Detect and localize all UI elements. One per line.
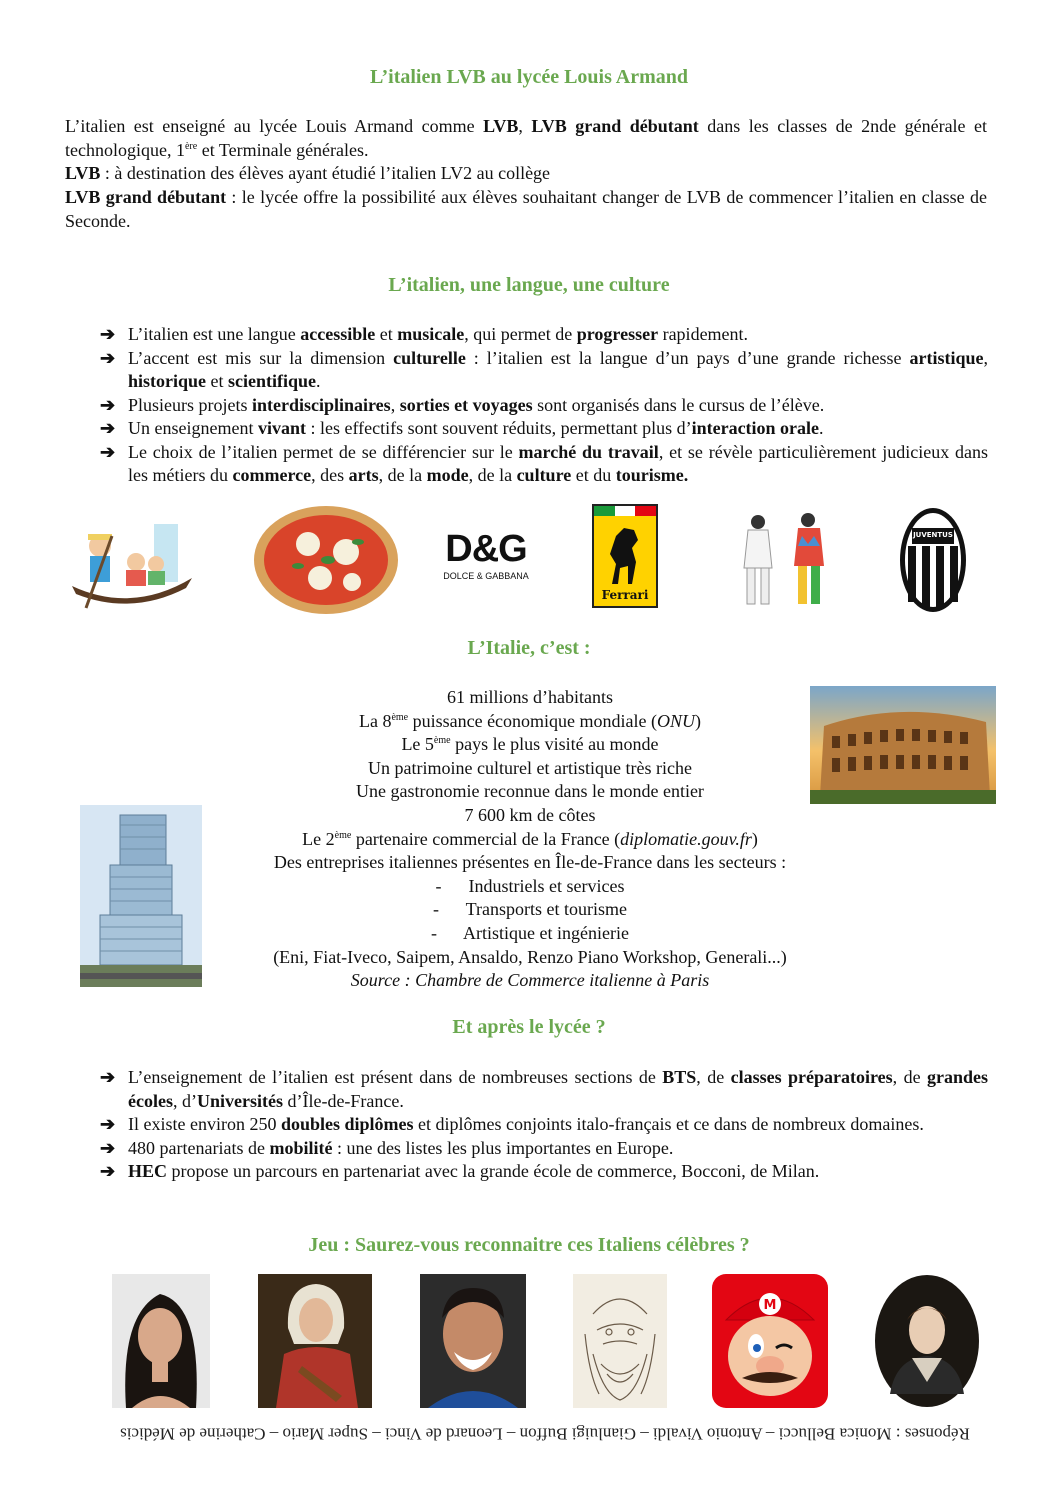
svg-text:M: M [763,1298,777,1313]
arrow-bullet-icon: ➔ [100,347,116,368]
portrait-6 [874,1274,980,1408]
game-answers-upside-down: Réponses : Monica Bellucci – Antonio Vivaldi – Gianluigi Buffon – Leonard de Vinci – Super Mario – Catherine de Médicis [120,1424,970,1444]
arrow-bullet-icon: ➔ [100,441,116,462]
arrow-bullet-icon: ➔ [100,1067,116,1087]
bullet-item: ➔ Un enseignement vivant : les effectifs sont souvent réduits, permettant plus d’interaction orale. [100,417,988,441]
bullet-item: ➔ Plusieurs projets interdisciplinaires, sorties et voyages sont organisés dans le cursus de l’élève. [100,394,988,418]
sector-item: - Industriels et services [435,875,625,896]
sector-item: - Artistique et ingénierie [431,922,629,943]
lvb-grand-debutant-definition: LVB grand débutant : le lycée offre la possibilité aux élèves souhaitant changer de LVB de commencer l’italien en classe de Seconde. [65,187,987,231]
after-highschool-bullet-list [100,1066,988,1184]
section-heading-after-highschool: Et après le lycée ? [452,1016,606,1038]
fact-population: 61 millions d’habitants [447,687,613,707]
fact-coasts: 7 600 km de côtes [464,804,596,825]
bullet-item: ➔ HEC propose un parcours en partenariat avec la grande école de commerce, Bocconi, de Milan. [100,1160,988,1184]
portrait-2 [258,1274,372,1408]
italy-facts-block [215,686,845,993]
arrow-bullet-icon: ➔ [100,1161,116,1181]
fact-companies-intro: Des entreprises italiennes présentes en Île-de-France dans les secteurs : [273,852,787,873]
arrow-bullet-icon: ➔ [100,324,116,344]
bullet-item: ➔ L’italien est une langue accessible et musicale, qui permet de progresser rapidement. [100,323,988,347]
dg-logo-text: D&G [445,528,527,570]
juventus-logo [898,506,968,614]
commedia-dellarte-characters [728,506,838,610]
arrow-bullet-icon: ➔ [100,394,116,415]
ferrari-logo [592,504,658,608]
section-heading-italy-facts: L’Italie, c’est : [467,637,591,659]
juventus-logo-text: JUVENTUS [913,531,953,539]
bullet-item: ➔ Il existe environ 250 doubles diplômes et diplômes conjoints italo-français et ce dans de nombreux domaines. [100,1113,988,1137]
portrait-5 [712,1274,828,1408]
bullet-item: ➔ L’accent est mis sur la dimension culturelle : l’italien est la langue d’un pays d’une grande richesse artistique, historique et scientifique. [100,347,988,391]
bullet-item: ➔ 480 partenariats de mobilité : une des listes les plus importantes en Europe. [100,1137,988,1161]
pizza-image [246,502,406,618]
section-heading-game: Jeu : Saurez-vous reconnaitre ces Italiens célèbres ? [308,1234,750,1256]
arrow-bullet-icon: ➔ [100,418,116,438]
source-note: Source : Chambre de Commerce italienne à Paris [350,970,710,991]
bullet-item: ➔ L’enseignement de l’italien est présent dans de nombreuses sections de BTS, de classes préparatoires, de grandes écoles, d’Universités d’Île-de-France. [100,1067,988,1111]
dolce-gabbana-logo [430,528,542,590]
companies-list: (Eni, Fiat-Iveco, Saipem, Ansaldo, Renzo Piano Workshop, Generali...) [273,946,787,967]
fact-trade-partner: Le 2ème partenaire commercial de la France (diplomatie.gouv.fr) [302,828,758,849]
arrow-bullet-icon: ➔ [100,1137,116,1158]
paris-tribunal-building-photo [80,805,202,987]
portrait-3 [420,1274,526,1408]
fact-heritage: Un patrimoine culturel et artistique très riche [368,757,692,778]
portrait-1 [112,1274,210,1408]
arrow-bullet-icon: ➔ [100,1114,116,1134]
portrait-4 [573,1274,667,1408]
gondola-illustration [66,516,198,614]
fact-tourism: Le 5ème pays le plus visité au monde [401,734,659,755]
sector-item: - Transports et tourisme [432,899,627,920]
page-title: L’italien LVB au lycée Louis Armand [369,66,689,88]
fact-economy: La 8ème puissance économique mondiale (ONU) [358,710,702,731]
lvb-definition: LVB : à destination des élèves ayant étudié l’italien LV2 au collège [65,163,551,183]
section-heading-culture: L’italien, une langue, une culture [388,274,670,296]
bullet-item: ➔ Le choix de l’italien permet de se différencier sur le marché du travail, et se révèle particulièrement judicieux dans les métiers du commerce, des arts, de la mode, de la culture et du tourisme. [100,441,988,485]
dg-logo-subtext: DOLCE & GABBANA [443,571,529,581]
ferrari-logo-text: Ferrari [601,588,649,602]
fact-gastronomy: Une gastronomie reconnue dans le monde entier [356,781,704,802]
intro-paragraph: L’italien est enseigné au lycée Louis Armand comme LVB, LVB grand débutant dans les classes de 2nde générale et technologique, 1ère et Terminale générales. [65,116,988,160]
culture-bullet-list [100,323,988,488]
